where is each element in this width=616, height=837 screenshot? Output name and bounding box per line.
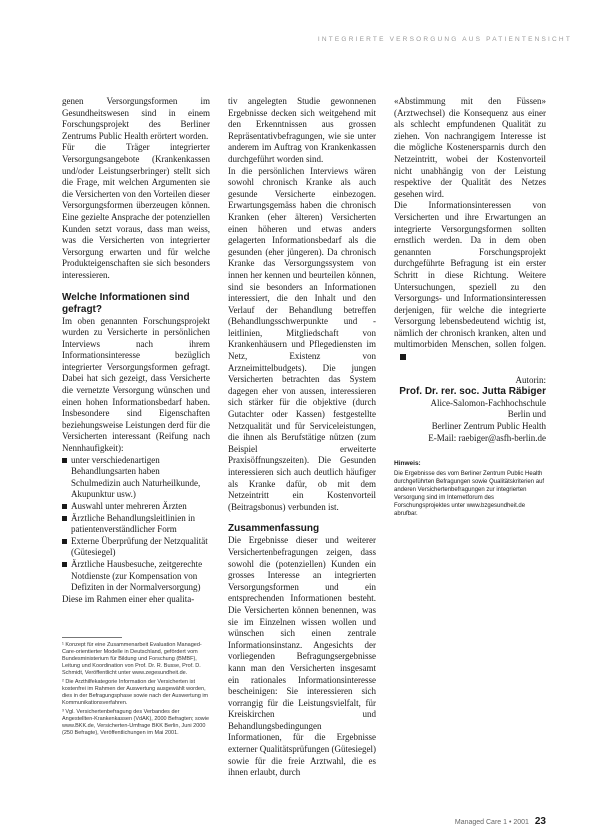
footnote: ¹ Konzept für eine Zusammenarbeit Evaluation Managed-Care-orientierter Modelle in Deutschland, gefördert vom Bundesministerium für Bildung und Forschung (BMBF), Leitung und Koordination von Prof. Dr. R. Busse, Prof. D. Schmidt, Veröffentlicht unter www.zegesundheit.de.: [62, 642, 202, 677]
section-heading: Welche Informationen sind gefragt?: [62, 291, 190, 315]
author-block: [394, 375, 546, 445]
paragraph: [394, 200, 546, 362]
author-label: Autorin:: [515, 374, 546, 385]
footnote: ³ Vgl. Versichertenbefragung des Verbandes der Angestellten-Krankenkassen (VdAK), 2000 Befragten; sowie www.BKK.de, Versicherten-Umfrage BKK Berlin, Juni 2000 (250 Befragte), Veröffentlichungen im Mai 2001.: [62, 709, 210, 737]
author-name: Prof. Dr. rer. soc. Jutta Räbiger: [399, 386, 546, 398]
paragraph: Die Ergebnisse dieser und weiterer Versichertenbefragungen zeigen, dass sowohl die (potenziellen) Kunden ein grosses Interesse an integrierten Versorgungsformen und ein entsprechenden Informationen besteht. Die Versicherten können benennen, was sie im Einzelnen wissen wollen und wünschen sich einen zentrale Informationsinstanz. Angesichts der vorliegenden Befragungsergebnisse kann man den Versicherten insgesamt ein rationales Informationsinteresse bescheinigen: Sie interessieren sich vorrangig für die Leistungsvielfalt, für Kreiskirchen und Behandlungsbedingungen Informationen, für die Ergebnisse externer Qualitätsprüfungen (Gütesiegel) sowie für die freie Arztwahl, die es ihnen erlaubt, durch: [228, 535, 376, 778]
column-3: [394, 96, 546, 518]
list-item: Auswahl unter mehreren Ärzten: [62, 501, 210, 513]
footnote: ² Die Arzthilfekategorie Information der Versicherten ist kostenfrei im Rahmen der Auswertung ausgewählt worden, dies in der Befragungsphase sowie nach der Auswertung im Kommunikationsverfahren.: [62, 679, 209, 707]
author-affiliation: Berliner Zentrum Public Health: [431, 421, 546, 432]
paragraph: «Abstimmung mit den Füssen» (Arztwechsel) die Konsequenz aus einer als schlecht empfundenen Qualität zu ziehen. Von nachrangigem Interesse ist die mögliche Kostenersparnis durch den Netzeintritt, wobei der Kostenvorteil nicht unabhängig von der Leistung respektive der Qualität des Netzes gesehen wird.: [394, 96, 546, 199]
footnote-divider: [62, 637, 122, 638]
paragraph: In die persönlichen Interviews wären sowohl chronisch Kranke als auch gesunde Versicherte einbezogen. Erwartungsgemäss haben die chronisch Kranken (eher älteren) Versicherten einen höheren und etwas anders gelagerten Informationsbedarf als die gesunden (eher jüngeren). Da chronisch Kranke das Versorgungssystem von innen her kennen und beurteilen können, sind sie besonders an Informationen interessiert, die den Inhalt und den Verlauf der Behandlung betreffen (Behandlungsschwerpunkte und -leitlinien, Mitgliedschaft von Krankenhäusern und Pflegediensten im Netz, Existenz von Arzneimittelbudgets). Die jungen Versicherten betrachten das System dagegen eher von aussen, interessieren sich stärker für die objektive (durch Gutachter oder Kassen) festgestellte Netzqualität und für Serviceleistungen, die ihnen als Berufstätige nützen (zum Beispiel erweiterte Praxisöffnungszeiten). Die Gesunden interessieren sich auch deutlich häufiger als Kranke dafür, ob mit dem Netzeintritt ein Kostenvorteil (Beitragsbonus) verbunden ist.: [228, 165, 376, 512]
bullet-list: [62, 455, 210, 594]
paragraph: tiv angelegten Studie gewonnenen Ergebnisse decken sich weitgehend mit den Erkenntnissen aus grossen Repräsentativbefragungen, wie sie unter anderem im Auftrag von Krankenkassen durchgeführt worden sind.: [228, 96, 376, 164]
author-affiliation: Alice-Salomon-Fachhochschule: [430, 397, 546, 408]
column-2: [228, 96, 376, 779]
column-1: [62, 96, 210, 739]
author-affiliation: Berlin und: [507, 409, 546, 420]
paragraph: Für die Träger integrierter Versorgungsangebote (Krankenkassen und/oder Leistungserbringer) stellt sich die Frage, mit welchen Argumenten sie die Versicherten von den Vorteilen dieser Versorgungsformen überzeugen können. Eine gezielte Ansprache der potenziellen Kunden setzt voraus, dass man weiss, was die Versicherten von integrierter Versorgung erwarten und für welche Produkteigenschaften sie sich besonders interessieren.: [62, 142, 210, 280]
journal-name: Managed Care 1 • 2001: [454, 819, 529, 826]
paragraph: genen Versorgungsformen im Gesundheitswesen sind in einem Forschungsprojekt des Berliner Zentrums Public Health erörtert worden.: [62, 96, 210, 141]
footnotes: [62, 642, 210, 737]
list-item: Externe Überprüfung der Netzqualität (Gütesiegel): [62, 536, 210, 559]
list-item: Ärztliche Behandlungsleitlinien in patientenverständlicher Form: [62, 513, 210, 536]
paragraph-text: Die Informationsinteressen von Versicherten und ihre Erwartungen an integrierte Versorgungsformen sollten ernstlich werden. Da in dem oben genannten Forschungsprojekt durchgeführte Befragung ist ein erster Schritt in diese Richtung. Weitere Untersuchungen, speziell zu den Versorgungs- und Informationsinteressen derjenigen, für welche die integrierte Versorgung lebensbedeutend wichtig ist, nämlich der chronisch kranken, alten und multimorbiden Menschen, sollen folgen.: [394, 200, 546, 350]
section-heading: Zusammenfassung: [228, 523, 320, 535]
list-item: Ärztliche Hausbesuche, zeitgerechte Notdienste (zur Kompensation von Defiziten in der Normalversorgung): [62, 559, 210, 594]
author-email: E-Mail: raebiger@asfh-berlin.de: [428, 432, 546, 443]
end-of-article-icon: [400, 354, 406, 360]
note-text: Die Ergebnisse des vom Berliner Zentrum Public Health durchgeführten Befragungen sowie Qualitätskriterien auf anderen Versichertenbefragungen zur integrierten Versorgung sind im Internetforum des Forschungsprojektes unter www.bzgesundheit.de abrufbar.: [394, 470, 545, 517]
page-footer: [455, 816, 546, 827]
note-title: Hinweis:: [394, 460, 421, 468]
paragraph: Im oben genannten Forschungsprojekt wurden zu Versicherte in persönlichen Interviews nach ihrem Informationsinteresse bezüglich integrierter Versorgungsformen gefragt. Dabei hat sich gezeigt, dass Versicherte die vernetzte Versorgung wünschen und einen hohen Informationsbedarf haben. Insbesondere sind Eigenschaften beziehungsweise Leistungen derd für die Versicherten interessant (Reifung nach Nennhaufigkeit):: [62, 315, 210, 454]
running-header: INTEGRIERTE VERSORGUNG AUS PATIENTENSICHT: [317, 36, 572, 43]
page-number: 23: [534, 816, 546, 827]
paragraph: Diese im Rahmen einer eher qualita-: [62, 593, 195, 604]
list-item: unter verschiedenartigen Behandlungsarten haben Schulmedizin auch Naturheilkunde, Akupunktur usw.): [62, 455, 210, 501]
